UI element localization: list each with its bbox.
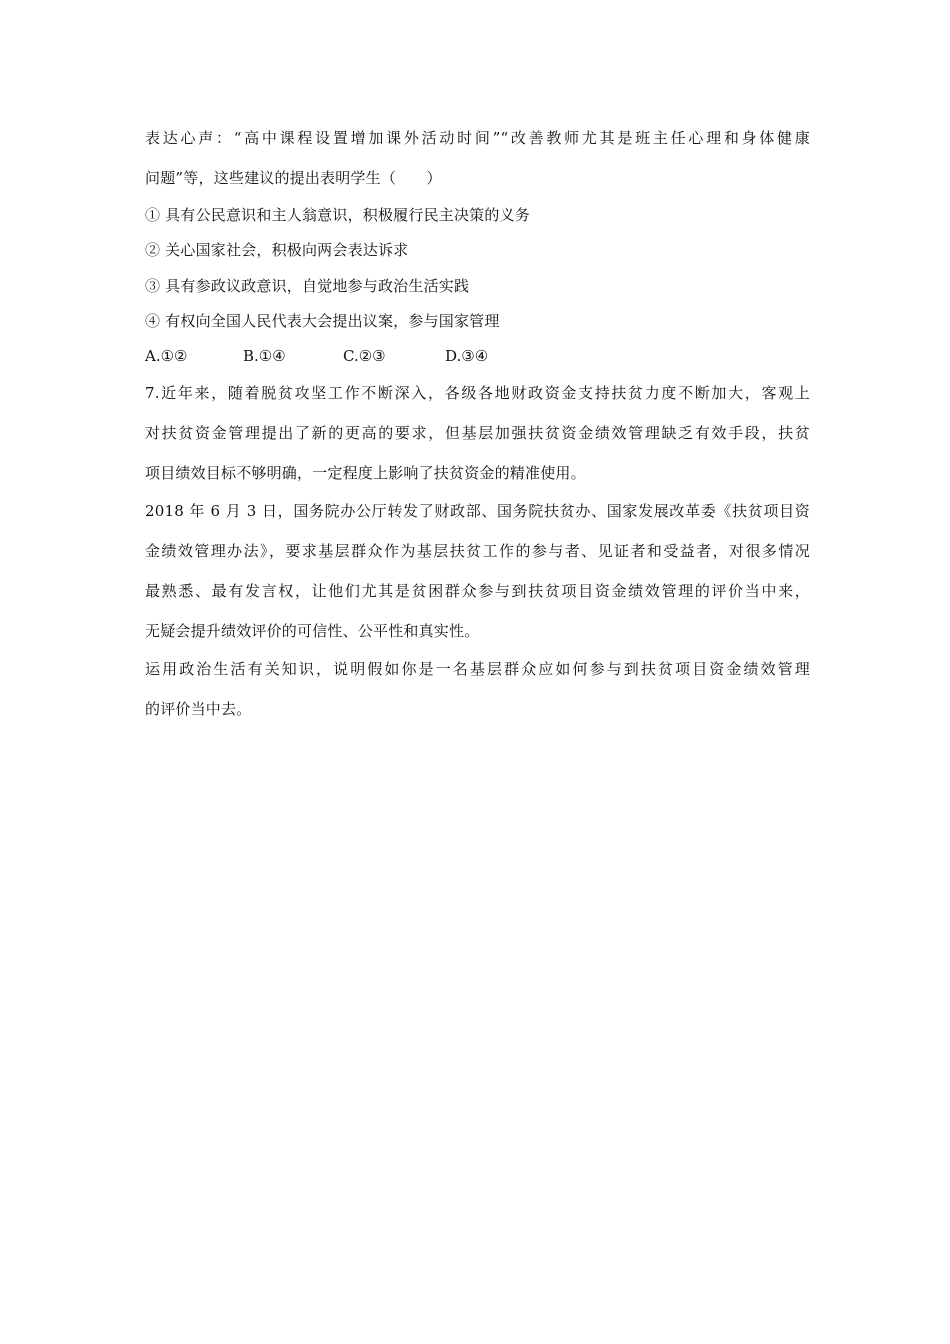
choice-c[interactable]: C.②③: [343, 347, 386, 365]
q6-statement-2: ② 关心国家社会，积极向两会表达诉求: [145, 241, 409, 259]
q7-para1-line-1: 7.近年来，随着脱贫攻坚工作不断深入，各级各地财政资金支持扶贫力度不断加大，客观上: [145, 384, 810, 402]
q7-para2-line-4: 无疑会提升绩效评价的可信性、公平性和真实性。: [145, 622, 480, 640]
q6-stem-line-1: 表达心声：“高中课程设置增加课外活动时间”“改善教师尤其是班主任心理和身体健康: [145, 129, 810, 147]
q6-statement-4: ④ 有权向全国人民代表大会提出议案，参与国家管理: [145, 312, 500, 330]
q7-para2-line-3: 最熟悉、最有发言权，让他们尤其是贫困群众参与到扶贫项目资金绩效管理的评价当中来，: [145, 582, 810, 600]
q7-para2-line-1: 2018 年 6 月 3 日，国务院办公厅转发了财政部、国务院扶贫办、国家发展改革委《扶贫项目资: [145, 502, 810, 520]
q7-para1-line-3: 项目绩效目标不够明确，一定程度上影响了扶贫资金的精准使用。: [145, 464, 586, 482]
q6-statement-3: ③ 具有参政议政意识，自觉地参与政治生活实践: [145, 277, 470, 295]
choice-d[interactable]: D.③④: [445, 347, 489, 365]
q7-question-line-2: 的评价当中去。: [145, 700, 252, 718]
q7-para1-line-2: 对扶贫资金管理提出了新的更高的要求，但基层加强扶贫资金绩效管理缺乏有效手段，扶贫: [145, 424, 810, 442]
q7-question-line-1: 运用政治生活有关知识，说明假如你是一名基层群众应如何参与到扶贫项目资金绩效管理: [145, 660, 810, 678]
choice-b[interactable]: B.①④: [243, 347, 286, 365]
choice-a[interactable]: A.①②: [145, 347, 188, 365]
q6-stem-line-2: 问题”等，这些建议的提出表明学生（ ）: [145, 169, 442, 187]
q6-statement-1: ① 具有公民意识和主人翁意识，积极履行民主决策的义务: [145, 206, 530, 224]
q6-answer-choices: [145, 346, 645, 366]
q7-para2-line-2: 金绩效管理办法》，要求基层群众作为基层扶贫工作的参与者、见证者和受益者，对很多情况: [145, 542, 810, 560]
